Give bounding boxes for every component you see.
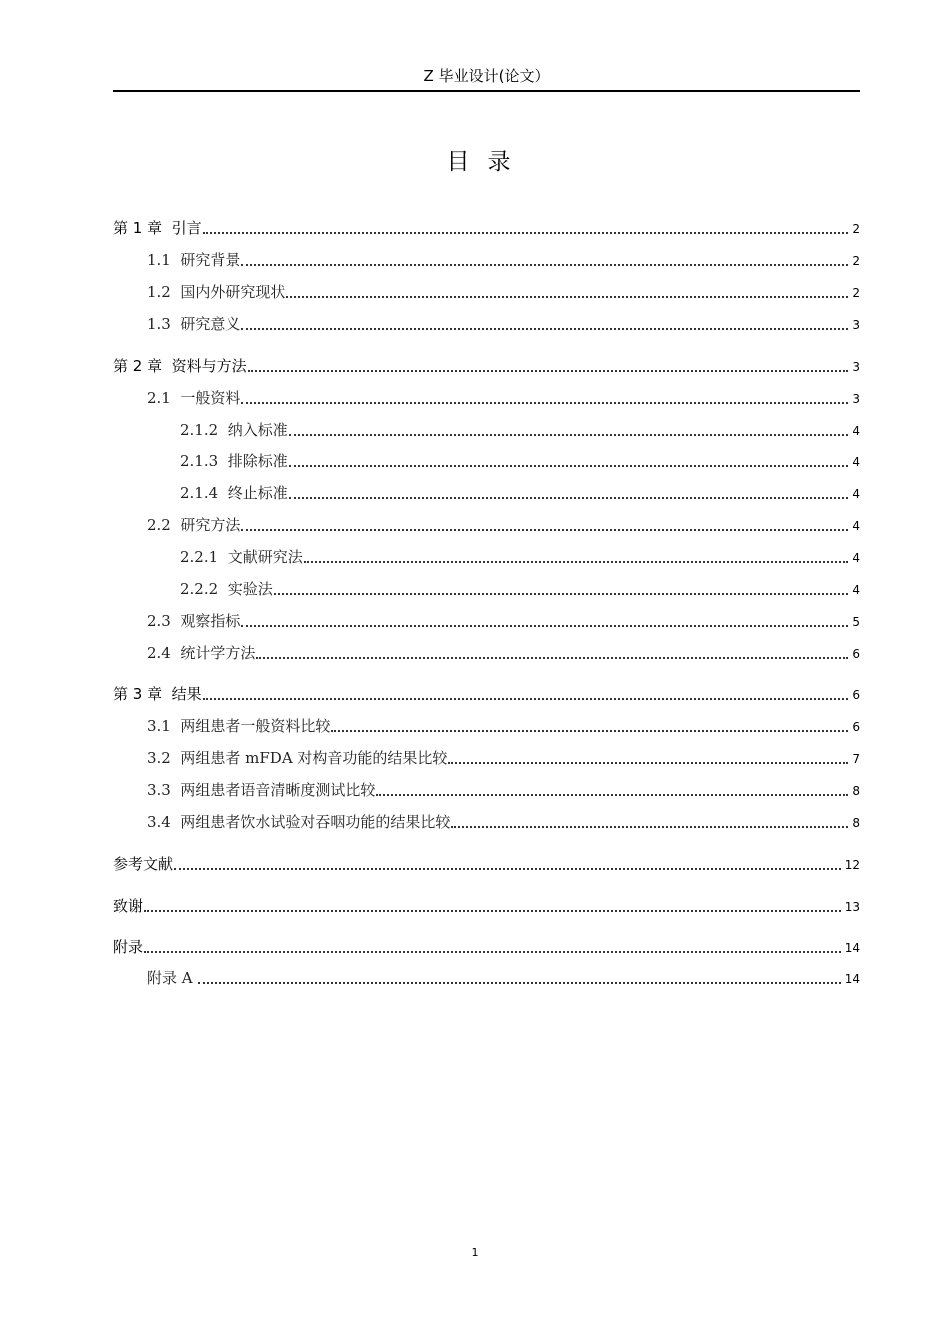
- toc-entry-2-3[interactable]: [147, 609, 860, 631]
- toc-entry-label: 3.4 两组患者饮水试验对吞咽功能的结果比较: [147, 813, 451, 831]
- toc-entry-appendix[interactable]: [113, 935, 860, 957]
- toc-leader-dots: [331, 730, 848, 732]
- toc-entry-page: 2: [852, 254, 860, 268]
- page-header: Z 毕业设计(论文）: [423, 67, 550, 85]
- toc-entry-label: 2.1.4 终止标准: [180, 484, 288, 502]
- toc-entry-1-1[interactable]: [147, 248, 860, 270]
- toc-leader-dots: [289, 465, 849, 467]
- toc-entry-2-1-2[interactable]: [180, 418, 860, 440]
- toc-entry-label: 第 1 章 引言: [113, 219, 202, 237]
- toc-entry-label: 1.3 研究意义: [147, 315, 241, 333]
- toc-leader-dots: [256, 657, 848, 659]
- toc-title: 目录: [446, 149, 529, 175]
- toc-entry-3-1[interactable]: [147, 714, 860, 736]
- toc-entry-page: 3: [852, 318, 860, 332]
- toc-entry-label: 第 3 章 结果: [113, 685, 202, 703]
- toc-entry-label: 2.2 研究方法: [147, 516, 241, 534]
- toc-entry-label: 3.3 两组患者语音清晰度测试比较: [147, 781, 376, 799]
- toc-entry-2-1-4[interactable]: [180, 481, 860, 503]
- toc-entry-label: 第 2 章 资料与方法: [113, 357, 247, 375]
- toc-entry-acknowledgements[interactable]: [113, 894, 860, 916]
- toc-entry-page: 4: [852, 583, 860, 597]
- toc-entry-2-1[interactable]: [147, 386, 860, 408]
- toc-leader-dots: [241, 328, 848, 330]
- toc-entry-label: 2.4 统计学方法: [147, 644, 256, 662]
- toc-entry-label: 2.3 观察指标: [147, 612, 241, 630]
- toc-entry-page: 2: [852, 222, 860, 236]
- toc-entry-page: 4: [852, 551, 860, 565]
- toc-entry-2-4[interactable]: [147, 641, 860, 663]
- toc-entry-page: 6: [852, 647, 860, 661]
- toc-entry-2-2-1[interactable]: [180, 545, 860, 567]
- toc-entry-label: 2.1.3 排除标准: [180, 452, 288, 470]
- toc-entry-label: 2.2.1 文献研究法: [180, 548, 303, 566]
- toc-leader-dots: [241, 529, 848, 531]
- toc-entry-page: 4: [852, 519, 860, 533]
- toc-leader-dots: [286, 296, 848, 298]
- toc-leader-dots: [289, 497, 849, 499]
- toc-entry-label: 3.2 两组患者 mFDA 对构音功能的结果比较: [147, 749, 448, 767]
- toc-entry-chapter-1[interactable]: [113, 216, 860, 238]
- toc-entry-3-4[interactable]: [147, 810, 860, 832]
- toc-entry-2-2-2[interactable]: [180, 577, 860, 599]
- toc-leader-dots: [289, 434, 849, 436]
- toc-entry-page: 6: [852, 720, 860, 734]
- toc-entry-label: 2.1 一般资料: [147, 389, 241, 407]
- toc-leader-dots: [203, 232, 849, 234]
- toc-entry-label: 参考文献: [113, 855, 174, 873]
- toc-entry-page: 2: [852, 286, 860, 300]
- toc-entry-page: 4: [852, 424, 860, 438]
- page-number: 1: [471, 1246, 479, 1259]
- toc-entry-page: 13: [844, 900, 860, 914]
- toc-leader-dots: [174, 868, 841, 870]
- toc-entry-label: 附录: [113, 938, 144, 956]
- toc-leader-dots: [241, 402, 848, 404]
- toc-leader-dots: [248, 370, 849, 372]
- toc-entry-page: 14: [844, 972, 860, 986]
- toc-entry-page: 4: [852, 455, 860, 469]
- toc-entry-label: 2.2.2 实验法: [180, 580, 273, 598]
- toc-entry-references[interactable]: [113, 852, 860, 874]
- toc-entry-page: 8: [852, 816, 860, 830]
- toc-entry-1-3[interactable]: [147, 312, 860, 334]
- toc-entry-2-1-3[interactable]: [180, 449, 860, 471]
- toc-entry-page: 3: [852, 360, 860, 374]
- toc-entry-page: 5: [852, 615, 860, 629]
- toc-leader-dots: [448, 762, 848, 764]
- toc-entry-chapter-3[interactable]: [113, 682, 860, 704]
- toc-entry-label: 2.1.2 纳入标准: [180, 421, 288, 439]
- toc-entry-page: 6: [852, 688, 860, 702]
- toc-entry-page: 12: [844, 858, 860, 872]
- toc-leader-dots: [376, 794, 848, 796]
- toc-leader-dots: [144, 951, 841, 953]
- toc-entry-chapter-2[interactable]: [113, 354, 860, 376]
- toc-leader-dots: [144, 910, 841, 912]
- toc-entry-label: 1.1 研究背景: [147, 251, 241, 269]
- toc-leader-dots: [451, 826, 848, 828]
- toc-leader-dots: [274, 593, 849, 595]
- toc-entry-page: 3: [852, 392, 860, 406]
- toc-leader-dots: [241, 625, 848, 627]
- toc-entry-appendix-a[interactable]: [147, 966, 860, 988]
- toc-entry-3-3[interactable]: [147, 778, 860, 800]
- toc-leader-dots: [304, 561, 849, 563]
- toc-leader-dots: [241, 264, 848, 266]
- toc-entry-label: 致谢: [113, 897, 144, 915]
- toc-entry-page: 4: [852, 487, 860, 501]
- toc-leader-dots: [203, 698, 849, 700]
- toc-entry-page: 7: [852, 752, 860, 766]
- toc-entry-label: 附录 A: [147, 969, 198, 987]
- toc-leader-dots: [198, 982, 840, 984]
- toc-entry-1-2[interactable]: [147, 280, 860, 302]
- toc-entry-page: 8: [852, 784, 860, 798]
- toc-entry-page: 14: [844, 941, 860, 955]
- toc-entry-label: 3.1 两组患者一般资料比较: [147, 717, 331, 735]
- toc-entry-label: 1.2 国内外研究现状: [147, 283, 286, 301]
- toc-entry-3-2[interactable]: [147, 746, 860, 768]
- toc-entry-2-2[interactable]: [147, 513, 860, 535]
